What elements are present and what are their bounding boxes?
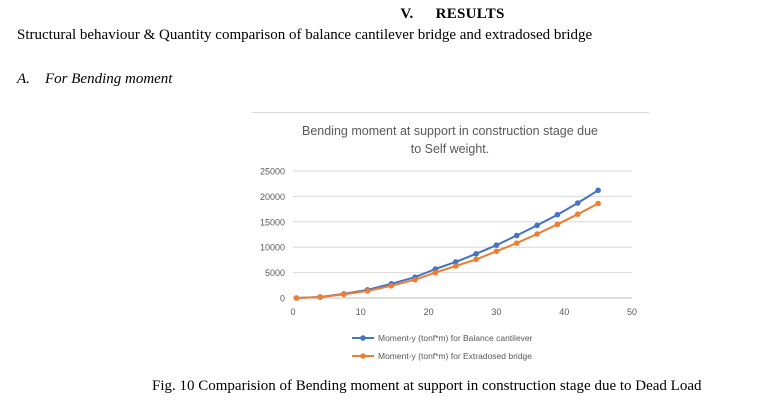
section-heading: [0, 6, 773, 23]
data-point: [494, 248, 500, 254]
section-title: RESULTS: [435, 6, 505, 22]
subsection-title: For Bending moment: [45, 71, 173, 87]
section-number: V.: [400, 6, 414, 22]
legend-label-2: Moment-y (tonf*m) for Extradosed bridge: [378, 351, 533, 361]
x-tick-label: 0: [290, 307, 296, 317]
chart-title-line: to Self weight.: [410, 142, 490, 156]
data-point: [575, 200, 581, 206]
y-tick-label: 0: [279, 293, 285, 304]
chart-figure: [252, 112, 649, 372]
y-tick-label: 20000: [259, 191, 285, 202]
data-point: [341, 292, 347, 298]
legend-marker-2: [360, 353, 366, 359]
data-point: [317, 294, 323, 300]
paper-subtitle: Structural behaviour & Quantity comparison of balance cantilever bridge and extradosed bridge: [17, 27, 593, 43]
x-tick-label: 20: [423, 307, 434, 317]
chart-title-line: Bending moment at support in construction stage due: [301, 124, 599, 138]
data-point: [433, 270, 439, 276]
data-point: [412, 277, 418, 283]
data-point: [555, 222, 561, 228]
data-point: [473, 251, 479, 257]
data-point: [473, 257, 479, 263]
line-chart: [252, 112, 649, 372]
data-point: [365, 288, 371, 294]
data-point: [514, 233, 520, 239]
x-tick-label: 50: [626, 307, 638, 317]
data-point: [595, 188, 601, 194]
legend-marker-1: [360, 335, 366, 341]
series-line-1: [296, 190, 598, 298]
y-tick-label: 5000: [264, 268, 285, 279]
data-point: [514, 240, 520, 246]
subsection-letter: A.: [17, 71, 30, 87]
data-point: [595, 201, 601, 207]
legend-label-1: Moment-y (tonf*m) for Balance cantilever: [378, 333, 533, 343]
figure-caption: Fig. 10 Comparision of Bending moment at support in construction stage due to Dead Load: [152, 378, 702, 394]
data-point: [494, 242, 500, 248]
x-tick-label: 30: [491, 307, 502, 317]
x-tick-label: 40: [559, 307, 570, 317]
data-point: [534, 231, 540, 237]
data-point: [453, 263, 459, 269]
data-point: [555, 212, 561, 218]
x-tick-label: 10: [355, 307, 366, 317]
data-point: [294, 295, 300, 301]
y-tick-label: 25000: [259, 166, 285, 177]
subsection-heading: [17, 71, 172, 88]
data-point: [534, 223, 540, 229]
data-point: [389, 283, 395, 289]
y-tick-label: 15000: [259, 217, 285, 228]
data-point: [575, 211, 581, 217]
y-tick-label: 10000: [259, 242, 285, 253]
